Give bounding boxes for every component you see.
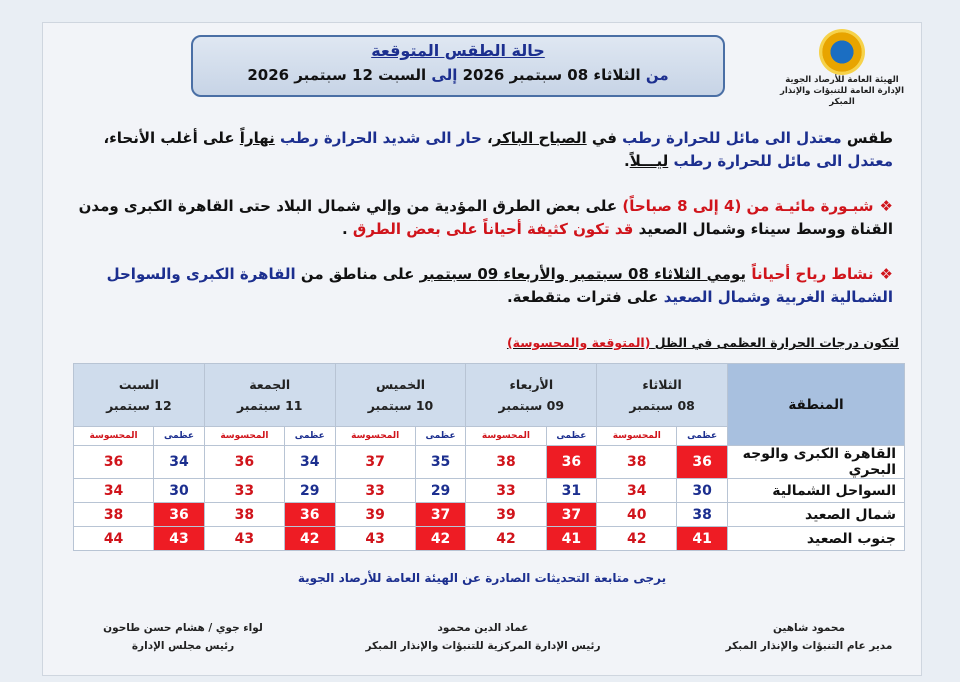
fog-text: قد تكون كثيفة أحياناً على بعض الطرق [352,220,634,238]
summary-text: نهاراً [239,129,275,147]
feel-label: المحسوسة [466,427,546,446]
region-name: القاهرة الكبرى والوجه البحري [728,446,905,479]
feel-temp: 38 [466,446,546,479]
feel-label: المحسوسة [204,427,284,446]
feel-temp: 34 [74,479,154,503]
region-name: جنوب الصعيد [728,527,905,551]
signature-block [103,619,263,655]
max-temp: 38 [677,503,728,527]
table-row [74,527,905,551]
forecast-sheet [42,22,922,676]
range-to: السبت 12 سبتمبر 2026 [247,66,427,84]
feel-temp: 42 [597,527,677,551]
day-name: الثلاثاء [642,377,682,392]
summary-text: معتدل الى مائل للحرارة رطب [622,129,842,147]
table-row [74,479,905,503]
signature-title: رئيس مجلس الإدارة [131,640,235,652]
max-label: عظمى [546,427,597,446]
table-caption [507,335,899,350]
table-caption-text: لتكون درجات الحرارة العظمى في الظل [654,335,899,350]
signature-block [363,619,603,655]
feel-temp: 39 [335,503,415,527]
logo-line-1: الهيئة العامة للأرصاد الجوية [785,75,899,85]
region-name: شمال الصعيد [728,503,905,527]
max-label: عظمى [415,427,466,446]
feel-temp: 36 [74,446,154,479]
summary-text: . [624,152,630,170]
wind-text: القاهرة الكبرى والسواحل الشمالية الغربية وشمال الصعيد [106,265,893,306]
feel-temp: 38 [204,503,284,527]
range-prefix: من [645,66,669,84]
day-name: الخميس [375,377,426,392]
bullet-icon: ❖ [879,265,893,283]
feel-temp: 43 [335,527,415,551]
max-temp: 41 [546,527,597,551]
table-caption-note: (المتوقعة والمحسوسة) [506,335,651,350]
day-date: 12 سبتمبر [106,398,172,413]
max-temp: 29 [284,479,335,503]
day-header [204,364,335,427]
range-to-word: إلى [431,66,458,84]
day-name: الجمعة [249,377,291,392]
summary-paragraph [73,127,893,173]
wind-text: على مناطق من [295,265,420,283]
signature-block [709,619,909,655]
max-temp: 30 [154,479,205,503]
summary-text: معتدل الى مائل للحرارة رطب [673,152,893,170]
max-label: عظمى [284,427,335,446]
max-temp: 37 [415,503,466,527]
wind-text: يومي الثلاثاء 08 سبتمبر والأربعاء 09 سبتمبر [419,265,747,283]
max-temp: 30 [677,479,728,503]
max-label: عظمى [677,427,728,446]
max-temp: 36 [677,446,728,479]
max-temp: 35 [415,446,466,479]
day-header [335,364,466,427]
max-temp: 42 [284,527,335,551]
feel-temp: 33 [335,479,415,503]
feel-label: المحسوسة [597,427,677,446]
max-temp: 42 [415,527,466,551]
page-title: حالة الطقس المتوقعة [371,41,545,60]
summary-text: في [586,129,623,147]
day-name: الأربعاء [509,377,554,392]
feel-temp: 40 [597,503,677,527]
wind-text: على فترات متقطعة. [506,288,664,306]
feel-temp: 39 [466,503,546,527]
feel-temp: 38 [74,503,154,527]
feel-temp: 36 [204,446,284,479]
summary-text: حار الى شديد الحرارة رطب [279,129,482,147]
max-label: عظمى [154,427,205,446]
summary-text: ، [481,129,493,147]
feel-label: المحسوسة [335,427,415,446]
fog-paragraph [73,195,893,241]
day-date: 08 سبتمبر [629,398,695,413]
summary-text: الصباح الباكر [492,129,587,147]
region-name: السواحل الشمالية [728,479,905,503]
feel-temp: 38 [597,446,677,479]
feel-temp: 37 [335,446,415,479]
max-temp: 36 [546,446,597,479]
day-header [74,364,205,427]
max-temp: 29 [415,479,466,503]
feel-temp: 33 [204,479,284,503]
bullet-icon: ❖ [879,197,893,215]
max-temp: 41 [677,527,728,551]
logo-emblem-icon [819,29,865,75]
fog-text: على بعض الطرق المؤدية من وإلي شمال البلاد حتى القاهرة الكبرى ومدن القناة ووسط سيناء وشمال الصعيد [78,197,893,238]
date-range [193,66,723,84]
temperature-table [73,363,905,551]
feel-temp: 34 [597,479,677,503]
table-row [74,503,905,527]
max-temp: 31 [546,479,597,503]
signature-title: رئيس الإدارة المركزية للتنبؤات والإنذار المبكر [365,640,601,652]
summary-text: ليـــلاً [629,152,669,170]
feel-temp: 33 [466,479,546,503]
title-box [191,35,725,97]
day-header [466,364,597,427]
fog-text: . [341,220,353,238]
logo-line-2: الإدارة العامة للتنبؤات والإنذار المبكر [779,86,905,107]
footnote: يرجى متابعة التحديثات الصادرة عن الهيئة العامة للأرصاد الجوية [297,571,667,585]
feel-temp: 42 [466,527,546,551]
summary-text: على أغلب الأنحاء، [103,129,240,147]
authority-logo [777,29,907,108]
day-date: 11 سبتمبر [236,398,303,413]
day-date: 09 سبتمبر [498,398,565,413]
signature-name: عماد الدين محمود [437,622,529,634]
max-temp: 36 [284,503,335,527]
day-header [597,364,728,427]
summary-text: طقس [841,129,893,147]
max-temp: 36 [154,503,205,527]
wind-text: نشاط رياح أحياناً [751,265,874,283]
signature-name: محمود شاهين [772,622,846,634]
max-temp: 34 [284,446,335,479]
region-header: المنطقة [728,364,905,446]
max-temp: 34 [154,446,205,479]
day-name: السبت [118,377,159,392]
table-header-row [74,364,905,427]
signature-title: مدير عام التنبؤات والإنذار المبكر [725,640,893,652]
signature-name: لواء جوي / هشام حسن طاحون [103,622,263,634]
table-row [74,446,905,479]
feel-temp: 43 [204,527,284,551]
wind-paragraph [73,263,893,309]
range-from: الثلاثاء 08 سبتمبر 2026 [462,66,641,84]
feel-label: المحسوسة [74,427,154,446]
max-temp: 37 [546,503,597,527]
fog-text: شبـورة مائيـة من (4 إلى 8 صباحاً) [622,197,874,215]
feel-temp: 44 [74,527,154,551]
day-date: 10 سبتمبر [367,398,434,413]
max-temp: 43 [154,527,205,551]
